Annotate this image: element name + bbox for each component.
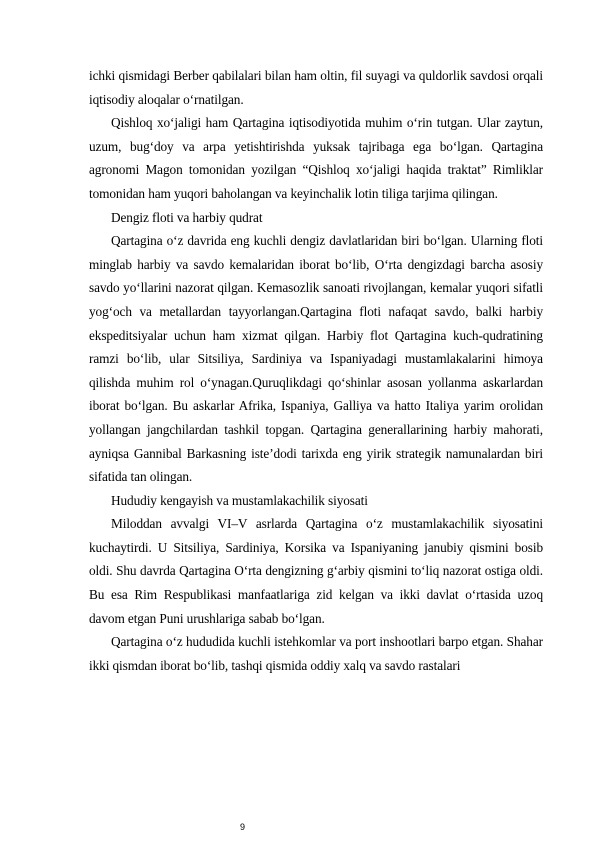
paragraph-continuation: ichki qismidagi Berber qabilalari bilan ham oltin, fil suyagi va quldorlik savdosi orqali iqtisodiy aloqalar o‘rnatilgan.: [89, 68, 543, 107]
paragraph-agriculture: Qishloq xo‘jaligi ham Qartagina iqtisodiyotida muhim o‘rin tutgan. Ular zaytun, uzum, bug‘doy va arpa yetishtirishda yuksak tajribaga ega bo‘lgan. Qartagina agronomi Magon tomonidan yozilgan “Qishloq xo‘jaligi haqida traktat” Rimliklar tomonidan ham yuqori baholangan va keyinchalik lotin tiliga tarjima qilingan.: [89, 115, 543, 201]
section-heading-expansion: Hududiy kengayish va mustamlakachilik siyosati: [111, 492, 368, 508]
paragraph-navy: Qartagina o‘z davrida eng kuchli dengiz davlatlaridan biri bo‘lgan. Ularning floti minglab harbiy va savdo kemalaridan iborat bo‘lib, O‘rta dengizdagi barcha asosiy savdo yo‘llarini nazorat qilgan. Kemasozlik sanoati rivojlangan, kemalar yuqori sifatli yog‘och va metallardan tayyorlangan.Qartagina floti nafaqat savdo, balki harbiy ekspeditsiyalar uchun ham xizmat qilgan. Harbiy flot Qartagina kuch-qudratining ramzi bo‘lib, ular Sitsiliya, Sardiniya va Ispaniyadagi mustamlakalarini himoya qilishda muhim rol o‘ynagan.Quruqlikdagi qo‘shinlar asosan yollanma askarlardan iborat bo‘lgan. Bu askarlar Afrika, Ispaniya, Galliya va hatto Italiya yarim orolidan yollangan jangchilardan tashkil topgan. Qartagina generallarining harbiy mahorati, ayniqsa Gannibal Barkasning iste’dodi tarixda eng yirik strategik namunalardan biri sifatida tan olingan.: [89, 233, 543, 485]
page-body: [89, 64, 543, 677]
paragraph-fortifications: Qartagina o‘z hududida kuchli istehkomlar va port inshootlari barpo etgan. Shahar ikki qismdan iborat bo‘lib, tashqi qismida oddiy xalq va savdo rastalari: [89, 634, 543, 673]
section-heading-navy: Dengiz floti va harbiy qudrat: [111, 209, 263, 225]
paragraph-expansion: Miloddan avvalgi VI–V asrlarda Qartagina o‘z mustamlakachilik siyosatini kuchaytirdi. U Sitsiliya, Sardiniya, Korsika va Ispaniyaning janubiy qismini bosib oldi. Shu davrda Qartagina O‘rta dengizning g‘arbiy qismini to‘liq nazorat ostiga oldi. Bu esa Rim Respublikasi manfaatlariga zid kelgan va ikki davlat o‘rtasida uzoq davom etgan Puni urushlariga sabab bo‘lgan.: [89, 516, 543, 626]
page-number: 9: [240, 822, 246, 832]
